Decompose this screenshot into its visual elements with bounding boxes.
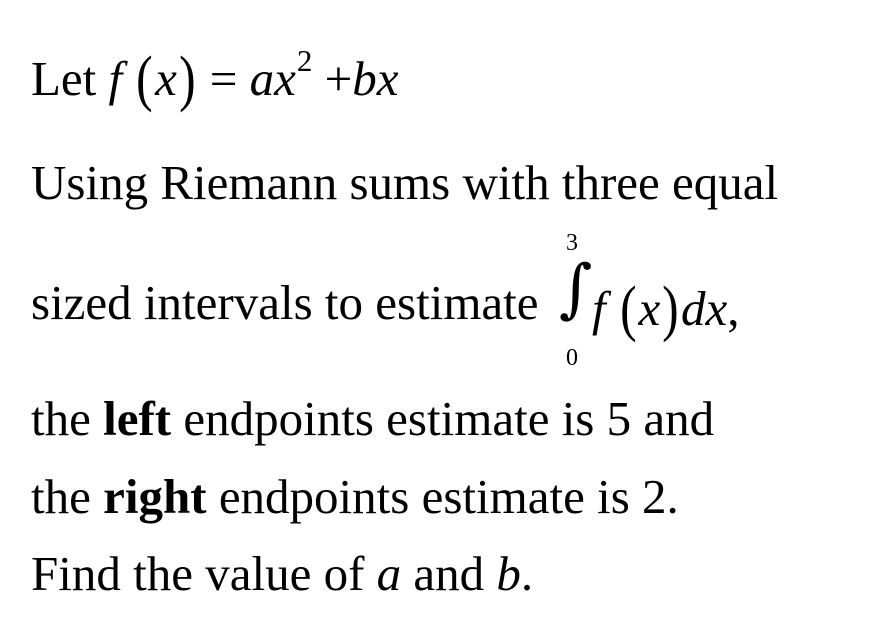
coefficient-b: b bbox=[352, 51, 377, 106]
differential: dx bbox=[680, 281, 728, 336]
integrand bbox=[592, 275, 740, 343]
left-keyword: left bbox=[103, 391, 172, 446]
question-line bbox=[31, 546, 534, 601]
let-word: Let bbox=[31, 51, 97, 106]
right-post: endpoints estimate is 2. bbox=[218, 469, 679, 524]
question-and: and bbox=[413, 546, 485, 601]
integral-symbol bbox=[559, 230, 593, 371]
integrand-function: f bbox=[592, 281, 606, 336]
right-pre: the bbox=[31, 469, 91, 524]
variable-x-linear: x bbox=[376, 51, 399, 106]
right-paren: ) bbox=[178, 45, 196, 113]
function-name: f bbox=[108, 51, 123, 106]
left-pre: the bbox=[31, 391, 91, 446]
right-estimate-line bbox=[31, 469, 679, 524]
question-pre: Find the value of bbox=[31, 546, 365, 601]
exponent: 2 bbox=[296, 43, 313, 78]
integrand-left-paren: ( bbox=[619, 275, 637, 343]
integral-upper-bound: 3 bbox=[566, 230, 578, 256]
riemann-intro-line bbox=[31, 155, 779, 210]
equals-sign: = bbox=[209, 51, 238, 106]
right-keyword: right bbox=[103, 469, 207, 524]
question-a: a bbox=[376, 546, 402, 601]
plus-sign: + bbox=[324, 51, 353, 106]
function-definition bbox=[31, 43, 399, 113]
integral-sign: ∫ bbox=[559, 252, 593, 326]
riemann-intro-text: Using Riemann sums with three equal bbox=[31, 155, 779, 210]
integrand-right-paren: ) bbox=[662, 275, 679, 343]
interval-text: sized intervals to estimate bbox=[31, 275, 539, 330]
left-paren: ( bbox=[136, 45, 154, 113]
variable-x: x bbox=[155, 51, 177, 106]
comma: , bbox=[727, 281, 740, 336]
integrand-variable: x bbox=[638, 281, 661, 336]
coefficient-a: a bbox=[249, 51, 275, 106]
question-b: b bbox=[496, 546, 521, 601]
left-estimate-line bbox=[31, 391, 715, 446]
interval-line bbox=[31, 275, 539, 330]
integral-lower-bound: 0 bbox=[566, 345, 578, 371]
left-post: endpoints estimate is 5 and bbox=[183, 391, 715, 446]
variable-x-squared: x bbox=[274, 51, 296, 106]
question-period: . bbox=[520, 546, 534, 601]
